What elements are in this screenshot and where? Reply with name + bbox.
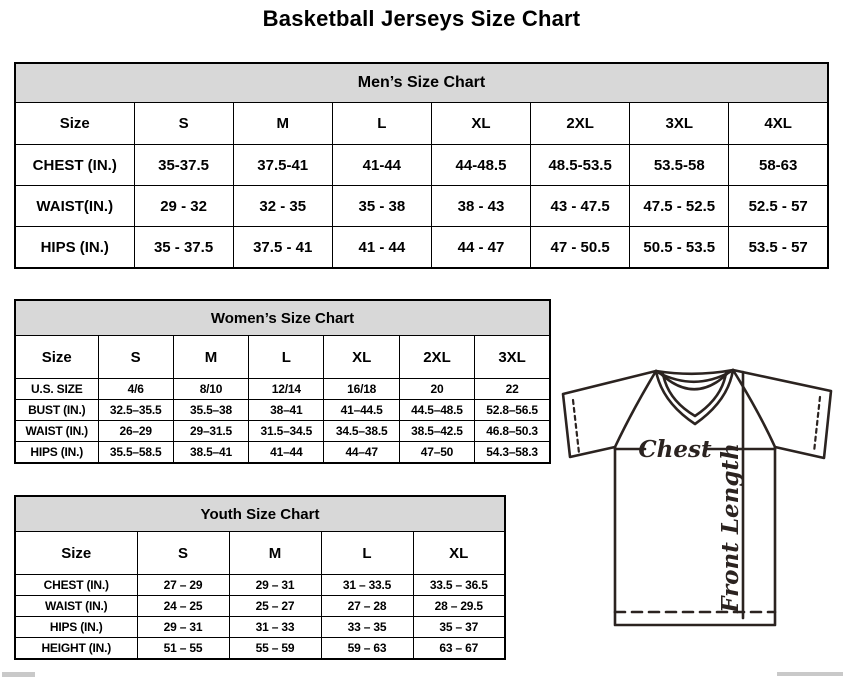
row-label: HIPS (IN.) [15,442,98,464]
column-header: XL [431,103,530,145]
row-label: WAIST(IN.) [15,186,134,227]
value-cell: 8/10 [173,379,248,400]
value-cell: 24 – 25 [137,596,229,617]
value-cell: 52.5 - 57 [729,186,828,227]
value-cell: 35.5–58.5 [98,442,173,464]
value-cell: 44 - 47 [431,227,530,269]
value-cell: 31 – 33.5 [321,575,413,596]
youth-size-table [14,495,506,660]
value-cell: 58-63 [729,145,828,186]
table-row [15,638,505,660]
table-row [15,227,828,269]
value-cell: 50.5 - 53.5 [630,227,729,269]
value-cell: 59 – 63 [321,638,413,660]
value-cell: 29 – 31 [137,617,229,638]
row-label: WAIST (IN.) [15,596,137,617]
column-header: M [229,532,321,575]
value-cell: 35-37.5 [134,145,233,186]
column-header: 3XL [475,336,550,379]
value-cell: 44.5–48.5 [399,400,474,421]
column-header: S [98,336,173,379]
value-cell: 38.5–42.5 [399,421,474,442]
table-row [15,145,828,186]
value-cell: 41–44.5 [324,400,399,421]
row-label: CHEST (IN.) [15,575,137,596]
value-cell: 22 [475,379,550,400]
column-header: L [249,336,324,379]
column-header: 2XL [399,336,474,379]
table-row [15,379,550,400]
value-cell: 35 – 37 [413,617,505,638]
row-label: WAIST (IN.) [15,421,98,442]
value-cell: 41 - 44 [332,227,431,269]
table-row [15,186,828,227]
value-cell: 29–31.5 [173,421,248,442]
table-row [15,442,550,464]
jersey-measurement-diagram [556,356,838,630]
value-cell: 46.8–50.3 [475,421,550,442]
table-row [15,575,505,596]
value-cell: 48.5-53.5 [531,145,630,186]
mens-size-table [14,62,829,269]
column-header: L [332,103,431,145]
value-cell: 33 – 35 [321,617,413,638]
value-cell: 37.5 - 41 [233,227,332,269]
column-header: S [134,103,233,145]
column-header: 3XL [630,103,729,145]
column-header: XL [413,532,505,575]
value-cell: 38.5–41 [173,442,248,464]
size-header: Size [15,336,98,379]
value-cell: 26–29 [98,421,173,442]
womens-size-table [14,299,551,464]
value-cell: 54.3–58.3 [475,442,550,464]
size-header: Size [15,103,134,145]
value-cell: 44-48.5 [431,145,530,186]
column-header: M [173,336,248,379]
value-cell: 34.5–38.5 [324,421,399,442]
size-header: Size [15,532,137,575]
row-label: BUST (IN.) [15,400,98,421]
value-cell: 53.5-58 [630,145,729,186]
right-raglan-seam [733,370,775,447]
value-cell: 35 - 37.5 [134,227,233,269]
value-cell: 47.5 - 52.5 [630,186,729,227]
value-cell: 47–50 [399,442,474,464]
value-cell: 35.5–38 [173,400,248,421]
horizontal-scrollbar-fragment-right[interactable] [777,672,843,676]
row-label: HIPS (IN.) [15,227,134,269]
value-cell: 29 - 32 [134,186,233,227]
value-cell: 37.5-41 [233,145,332,186]
value-cell: 43 - 47.5 [531,186,630,227]
table-row [15,400,550,421]
collar-top-edge [656,370,733,374]
page-title: Basketball Jerseys Size Chart [262,6,581,31]
value-cell: 52.8–56.5 [475,400,550,421]
value-cell: 20 [399,379,474,400]
row-label: HIPS (IN.) [15,617,137,638]
value-cell: 31.5–34.5 [249,421,324,442]
value-cell: 38 - 43 [431,186,530,227]
value-cell: 47 - 50.5 [531,227,630,269]
value-cell: 31 – 33 [229,617,321,638]
table-row [15,596,505,617]
value-cell: 29 – 31 [229,575,321,596]
right-sleeve-outline [733,370,831,458]
row-label: CHEST (IN.) [15,145,134,186]
column-header: 4XL [729,103,828,145]
value-cell: 41–44 [249,442,324,464]
table-title: Youth Size Chart [15,496,505,532]
horizontal-scrollbar-fragment-left[interactable] [2,672,35,677]
value-cell: 32 - 35 [233,186,332,227]
table-title: Men’s Size Chart [15,63,828,103]
value-cell: 63 – 67 [413,638,505,660]
value-cell: 16/18 [324,379,399,400]
value-cell: 27 – 29 [137,575,229,596]
value-cell: 32.5–35.5 [98,400,173,421]
row-label: U.S. SIZE [15,379,98,400]
chest-label: Chest [638,436,712,463]
value-cell: 41-44 [332,145,431,186]
row-label: HEIGHT (IN.) [15,638,137,660]
value-cell: 4/6 [98,379,173,400]
value-cell: 12/14 [249,379,324,400]
value-cell: 27 – 28 [321,596,413,617]
value-cell: 33.5 – 36.5 [413,575,505,596]
column-header: 2XL [531,103,630,145]
value-cell: 55 – 59 [229,638,321,660]
column-header: L [321,532,413,575]
left-cuff-dashed-line [573,400,579,453]
value-cell: 38–41 [249,400,324,421]
value-cell: 44–47 [324,442,399,464]
table-row [15,617,505,638]
value-cell: 25 – 27 [229,596,321,617]
right-cuff-dashed-line [814,397,820,452]
column-header: S [137,532,229,575]
value-cell: 35 - 38 [332,186,431,227]
value-cell: 28 – 29.5 [413,596,505,617]
front-length-label: Front Length [717,443,744,613]
column-header: M [233,103,332,145]
value-cell: 53.5 - 57 [729,227,828,269]
jersey-body-outline [615,447,775,625]
table-title: Women’s Size Chart [15,300,550,336]
value-cell: 51 – 55 [137,638,229,660]
table-row [15,421,550,442]
column-header: XL [324,336,399,379]
